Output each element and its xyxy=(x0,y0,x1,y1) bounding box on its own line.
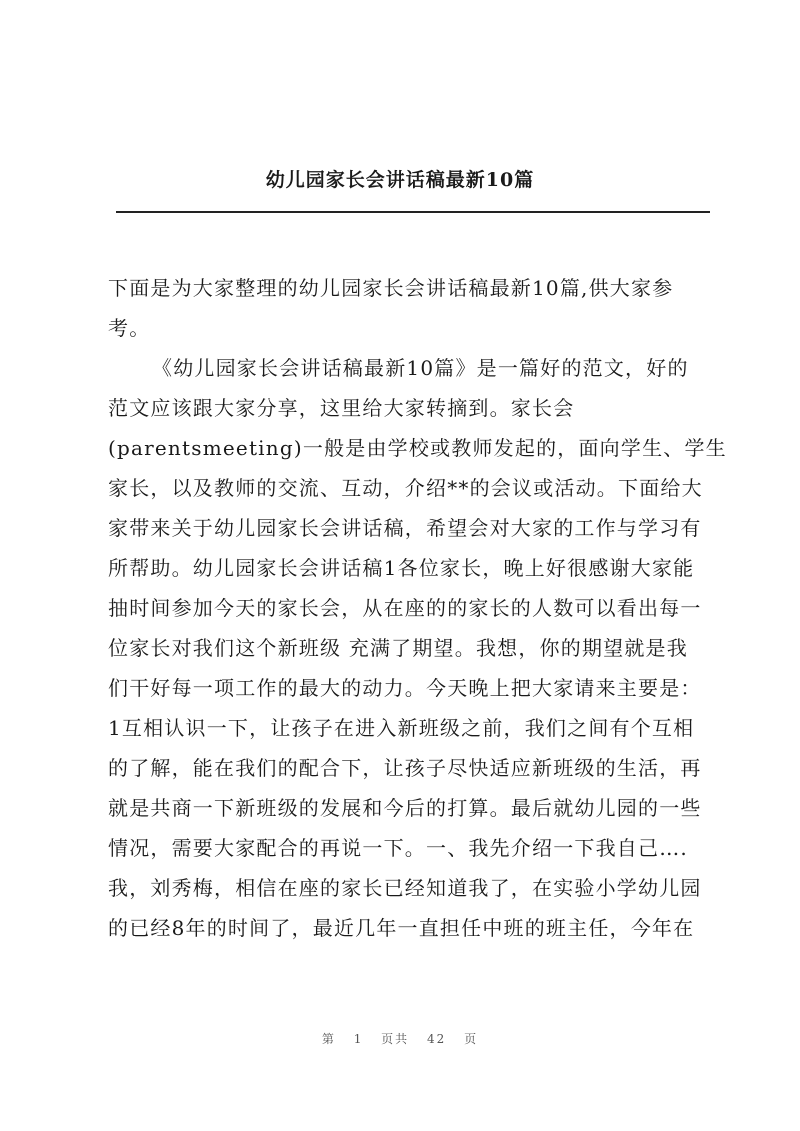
footer-total-pages: 42 xyxy=(427,1032,447,1046)
footer-middle: 页共 xyxy=(381,1032,410,1046)
text-line: 家长，以及教师的交流、互动，介绍**的会议或活动。下面给大 xyxy=(108,476,703,500)
text-line: 就是共商一下新班级的发展和今后的打算。最后就幼儿园的一些 xyxy=(108,796,702,820)
text-line: 下面是为大家整理的幼儿园家长会讲话稿最新10篇,供大家参 xyxy=(108,276,674,300)
text-line: 1互相认识一下，让孩子在进入新班级之前，我们之间有个互相 xyxy=(108,716,695,740)
text-line: 情况，需要大家配合的再说一下。一、我先介绍一下我自己…. xyxy=(108,836,688,860)
page-footer xyxy=(0,1030,800,1047)
text-line: 位家长对我们这个新班级 充满了期望。我想，你的期望就是我 xyxy=(108,636,688,660)
footer-page-number: 1 xyxy=(353,1032,364,1046)
text-line: 家带来关于幼儿园家长会讲话稿，希望会对大家的工作与学习有 xyxy=(108,516,702,540)
page-title: 幼儿园家长会讲话稿最新10篇 xyxy=(265,169,535,191)
text-line: 我，刘秀梅，相信在座的家长已经知道我了，在实验小学幼儿园 xyxy=(108,876,702,900)
text-line: (parentsmeeting)一般是由学校或教师发起的，面向学生、学生 xyxy=(108,436,727,460)
footer-prefix: 第 xyxy=(321,1032,336,1046)
text-line: 的了解，能在我们的配合下，让孩子尽快适应新班级的生活，再 xyxy=(108,756,702,780)
text-line: 抽时间参加今天的家长会，从在座的的家长的人数可以看出每一 xyxy=(108,596,702,620)
footer-suffix: 页 xyxy=(464,1032,479,1046)
text-line: 考。 xyxy=(108,316,151,340)
title-rule xyxy=(116,211,710,213)
text-line: 所帮助。幼儿园家长会讲话稿1各位家长，晚上好很感谢大家能 xyxy=(108,556,695,580)
text-line: 《幼儿园家长会讲话稿最新10篇》是一篇好的范文，好的 xyxy=(152,356,689,380)
text-line: 的已经8年的时间了，最近几年一直担任中班的班主任，今年在 xyxy=(108,916,695,940)
text-line: 们干好每一项工作的最大的动力。今天晚上把大家请来主要是： xyxy=(108,676,702,700)
body-text xyxy=(108,268,727,948)
text-line: 范文应该跟大家分享，这里给大家转摘到。家长会 xyxy=(108,396,575,420)
